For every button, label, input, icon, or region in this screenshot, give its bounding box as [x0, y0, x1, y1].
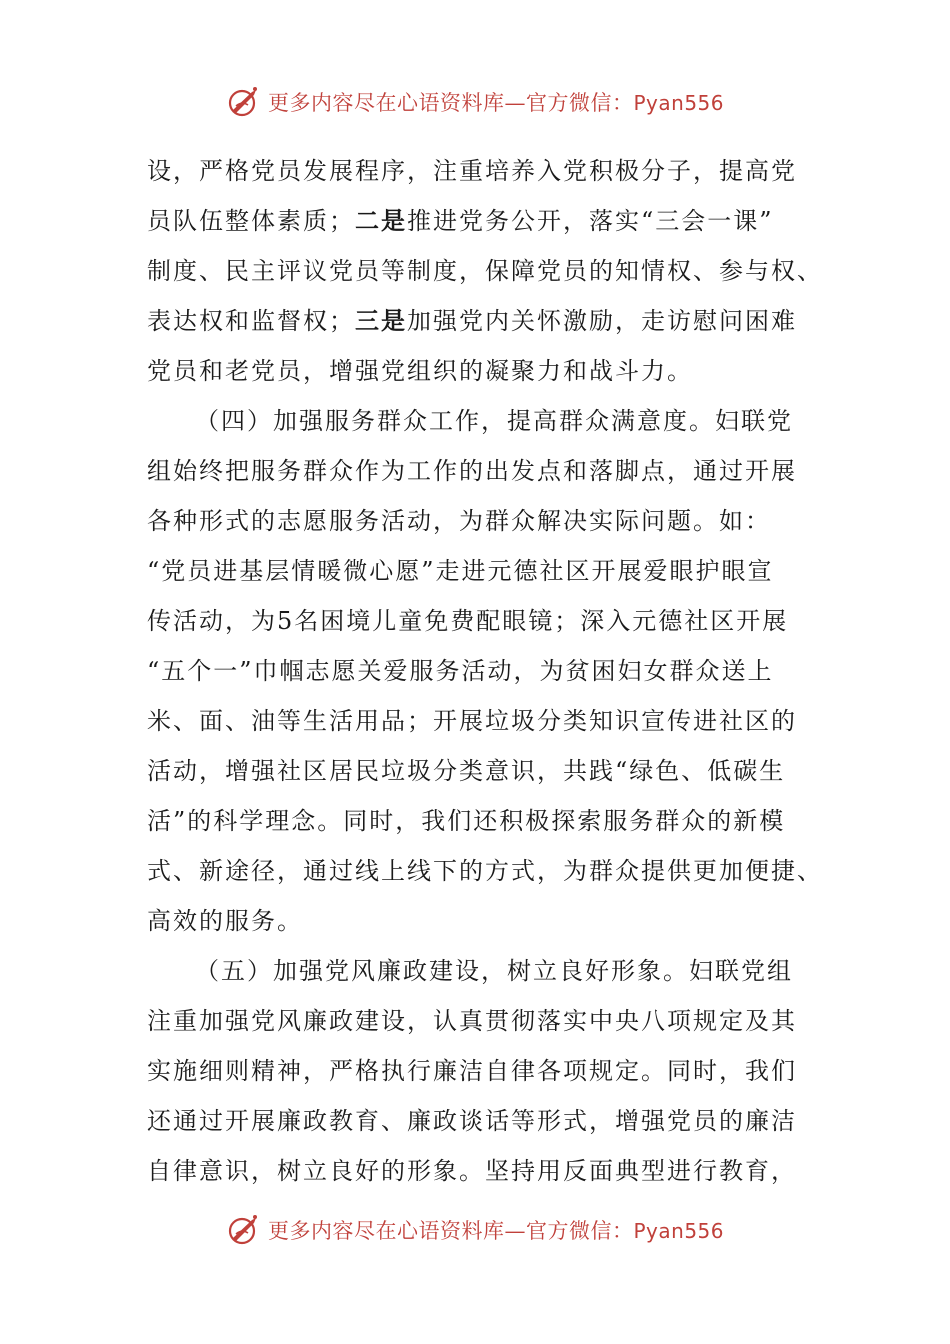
brush-pen-logo-icon	[226, 1212, 262, 1248]
banner-text	[268, 1215, 724, 1245]
section-heading-line: （五）加强党风廉政建设，树立良好形象。妇联党组	[195, 957, 793, 985]
body-line: 党员和老党员，增强党组织的凝聚力和战斗力。	[147, 357, 693, 385]
body-line: 式、新途径，通过线上线下的方式，为群众提供更加便捷、	[147, 857, 823, 885]
body-line: 制度、民主评议党员等制度，保障党员的知情权、参与权、	[147, 257, 823, 285]
line-text: 加强党内关怀激励，走访慰问困难	[407, 307, 797, 335]
body-line: 高效的服务。	[147, 907, 303, 935]
line-text: 推进党务公开，落实“三会一课”	[407, 207, 774, 235]
body-line: 活”的科学理念。同时，我们还积极探索服务群众的新模	[147, 807, 786, 835]
line-text: 员队伍整体素质；	[147, 207, 355, 235]
body-line	[147, 296, 807, 346]
body-line: 实施细则精神，严格执行廉洁自律各项规定。同时，我们	[147, 1057, 797, 1085]
wechat-id: Pyan556	[633, 91, 724, 115]
body-line: 自律意识，树立良好的形象。坚持用反面典型进行教育，	[147, 1157, 797, 1185]
document-body	[147, 146, 823, 1196]
body-line: 注重加强党风廉政建设，认真贯彻落实中央八项规定及其	[147, 1007, 797, 1035]
body-line: “党员进基层情暖微心愿”走进元德社区开展爱眼护眼宣	[147, 557, 774, 585]
wechat-id: Pyan556	[633, 1219, 724, 1243]
body-line: 各种形式的志愿服务活动，为群众解决实际问题。如：	[147, 507, 771, 535]
body-line	[147, 196, 807, 246]
bold-marker: 二是	[355, 206, 407, 235]
body-line: 米、面、油等生活用品；开展垃圾分类知识宣传进社区的	[147, 707, 797, 735]
footer-banner	[0, 1210, 950, 1250]
banner-text	[268, 87, 724, 117]
line-text: 表达权和监督权；	[147, 307, 355, 335]
body-line: 设，严格党员发展程序，注重培养入党积极分子，提高党	[147, 157, 797, 185]
header-banner	[0, 82, 950, 122]
body-line: 活动，增强社区居民垃圾分类意识，共践“绿色、低碳生	[147, 757, 786, 785]
body-line: 还通过开展廉政教育、廉政谈话等形式，增强党员的廉洁	[147, 1107, 797, 1135]
banner-promo-text: 更多内容尽在心语资料库—官方微信：	[267, 91, 634, 115]
section-heading-line: （四）加强服务群众工作，提高群众满意度。妇联党	[195, 407, 793, 435]
brush-pen-logo-icon	[226, 84, 262, 120]
banner-promo-text: 更多内容尽在心语资料库—官方微信：	[267, 1219, 634, 1243]
body-line: 组始终把服务群众作为工作的出发点和落脚点，通过开展	[147, 457, 797, 485]
body-line: 传活动，为5名困境儿童免费配眼镜；深入元德社区开展	[147, 607, 789, 635]
bold-marker: 三是	[355, 306, 407, 335]
body-line: “五个一”巾帼志愿关爱服务活动，为贫困妇女群众送上	[147, 657, 774, 685]
